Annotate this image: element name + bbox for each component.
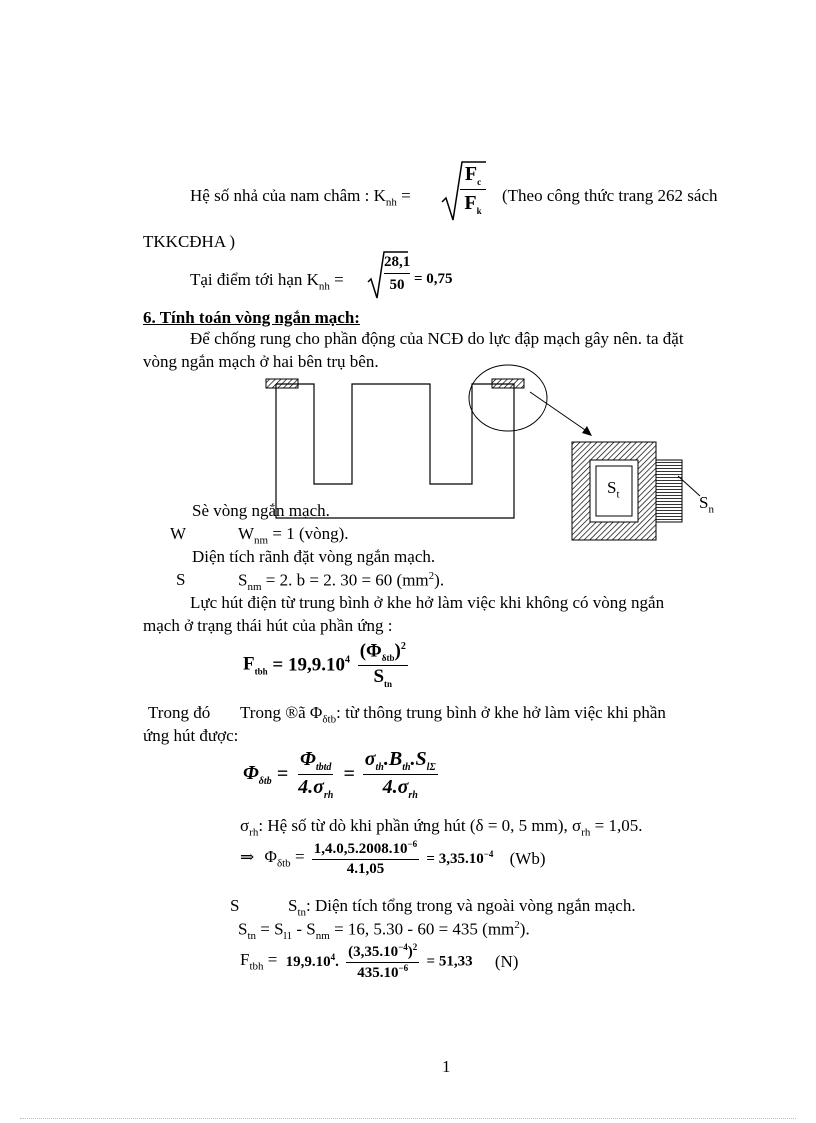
wnm-sub: nm xyxy=(254,534,269,547)
knh-fraction xyxy=(460,163,486,217)
f2-n2-sub1: th xyxy=(375,762,384,773)
critical-point-line xyxy=(190,270,344,293)
label-sn xyxy=(699,493,714,516)
f2-n2-mid2: .S xyxy=(410,748,427,770)
f3-lhs-sub: tbh xyxy=(249,960,264,973)
snm-sup: 2 xyxy=(428,570,435,582)
wnm-lead: W xyxy=(238,524,255,543)
f1-lhs-sub: tbh xyxy=(254,666,268,677)
formula-phi xyxy=(243,748,441,801)
f3-lhs: F xyxy=(240,950,250,970)
wnm-line xyxy=(238,524,349,547)
f2-n2-sub3: lΣ xyxy=(426,762,436,773)
critical-sub: nh xyxy=(318,280,330,293)
trong-do-c: : từ thông trung bình ở khe hở làm việc khi phần xyxy=(336,703,666,722)
stn-sub: tn xyxy=(297,906,307,919)
f1-num-sub: δtb xyxy=(381,653,395,664)
f3-num: (3,35.10 xyxy=(348,944,399,960)
snm-lead: S xyxy=(238,570,248,590)
f3-num-sup2: 2 xyxy=(412,942,418,952)
stn-marker: S xyxy=(230,896,240,915)
stn-calc-a-sub: tn xyxy=(247,930,257,943)
formula-ftbh xyxy=(243,641,411,690)
f3-frac xyxy=(346,943,419,981)
s-marker: S xyxy=(176,570,186,589)
critical-lead: Tại điểm tới hạn K xyxy=(190,270,319,289)
f2-eq2: = xyxy=(343,763,355,785)
f3-den-sup: −6 xyxy=(398,962,409,973)
phi-numeric-line xyxy=(240,840,546,877)
f3-eq: = xyxy=(263,950,278,970)
f1-coef: = 19,9.10 xyxy=(272,654,345,676)
reference-text: (Theo công thức trang 262 sách xyxy=(502,186,718,205)
label-st xyxy=(607,478,620,501)
f3-unit: (N) xyxy=(494,952,519,972)
trong-do-b: Trong ®ã Φ xyxy=(240,703,323,722)
f3-coef: 19,9.10 xyxy=(285,954,331,971)
f1-lhs: F xyxy=(243,653,255,675)
f2-d1-sub: rh xyxy=(323,790,334,801)
f1-num-end: ) xyxy=(394,640,401,662)
f3-num-end: ) xyxy=(407,944,413,960)
knh-sub: nh xyxy=(385,196,397,209)
f1-frac xyxy=(358,641,408,690)
stn-calc-a: S xyxy=(238,919,248,939)
force-para-2: mạch ở trạng thái hút của phần ứng : xyxy=(143,616,393,635)
fc-text: F xyxy=(464,163,478,185)
wnm-rest: = 1 (vòng). xyxy=(268,524,349,543)
w-marker: W xyxy=(170,524,187,543)
f1-exp: 4 xyxy=(344,654,350,666)
stn-calc-b: = S xyxy=(256,919,284,939)
knh-text: Hệ số nhả của nam châm : K xyxy=(190,186,386,205)
f2-n1: Φ xyxy=(300,748,316,770)
critical-eq: = xyxy=(329,270,344,289)
section-para-1: Để chống rung cho phần động của NCĐ do lực đập mạch gây nên. ta đặt xyxy=(190,329,684,348)
snm-rest: = 2. b = 2. 30 = 60 (mm xyxy=(261,570,429,590)
trong-do-line xyxy=(240,703,666,726)
eq-sign: = xyxy=(396,186,411,205)
f2-lhs: Φ xyxy=(243,761,259,784)
phi-lhs: Φ xyxy=(264,846,277,866)
f2-d1: 4.σ xyxy=(298,776,324,798)
trong-do-b-sub: δtb xyxy=(322,713,337,726)
snm-sub: nm xyxy=(247,581,262,594)
stn-calc-b-sub: l1 xyxy=(283,930,293,943)
stn-calc xyxy=(238,919,530,943)
sn-sub: n xyxy=(708,503,714,516)
sketch-label: Sè vòng ngắn mạch. xyxy=(192,501,330,520)
page-number: 1 xyxy=(442,1057,451,1076)
critical-den: 50 xyxy=(389,277,405,294)
section-heading: 6. Tính toán vòng ngắn mạch: xyxy=(143,308,360,327)
force-para-1: Lực hút điện từ trung bình ở khe hở làm việc khi không có vòng ngắn xyxy=(190,593,665,612)
area-heading: Diện tích rãnh đặt vòng ngắn mạch. xyxy=(192,547,436,566)
phi-unit: (Wb) xyxy=(509,848,546,868)
critical-num: 28,1 xyxy=(384,254,410,274)
f1-den-sub: tn xyxy=(384,678,393,689)
phi-frac xyxy=(312,840,419,877)
stn-rest: : Diện tích tổng trong và ngoài vòng ngắn mạch. xyxy=(306,896,636,915)
fk-sub: k xyxy=(476,206,482,217)
st-text: S xyxy=(607,478,617,497)
section-para-2: vòng ngắn mạch ở hai bên trụ bên. xyxy=(143,352,379,371)
f2-n1-sub: tbtd xyxy=(315,762,332,773)
f2-frac2 xyxy=(363,748,438,801)
f2-frac1 xyxy=(296,748,335,801)
stn-calc-sup: 2 xyxy=(514,919,520,931)
f2-n2-sub2: th xyxy=(402,762,411,773)
f2-d2-sub: rh xyxy=(408,790,418,801)
f3-den: 435.10 xyxy=(357,964,399,981)
sigma-a-sub: rh xyxy=(249,826,259,839)
fc-sub: c xyxy=(477,177,482,187)
sn-text: S xyxy=(699,493,709,512)
stn-calc-c: - S xyxy=(292,919,316,939)
stn-calc-d: = 16, 5.30 - 60 = 435 (mm xyxy=(329,919,515,939)
f1-den: S xyxy=(373,666,385,688)
phi-num-sup: −6 xyxy=(407,839,418,849)
page-bottom-dotted-rule xyxy=(20,1118,796,1119)
phi-den: 4.1,05 xyxy=(346,860,385,877)
f2-d2: 4.σ xyxy=(382,776,409,798)
sigma-c: = 1,05. xyxy=(590,816,643,835)
snm-line xyxy=(238,570,444,594)
critical-fraction xyxy=(384,254,410,295)
phi-lhs-sub: δtb xyxy=(276,857,291,870)
f2-lhs-sub: δtb xyxy=(258,775,272,787)
f2-eq1: = xyxy=(276,763,289,785)
f3-exp: 4 xyxy=(330,952,336,963)
knh-formula-line xyxy=(190,186,411,209)
f2-n2-mid: .B xyxy=(383,748,403,770)
implies-arrow: ⇒ xyxy=(240,847,255,868)
stn-line xyxy=(288,896,636,919)
phi-result-sup: −4 xyxy=(483,848,494,859)
trong-do-d: ứng hút được: xyxy=(143,726,239,745)
phi-result: = 3,35.10 xyxy=(426,850,484,867)
f2-n2: σ xyxy=(364,748,376,770)
f1-num-sup: 2 xyxy=(400,641,406,652)
critical-result: = 0,75 xyxy=(414,271,453,287)
sigma-b-sub: rh xyxy=(581,826,591,839)
f1-num: (Φ xyxy=(359,640,382,662)
st-sub: t xyxy=(616,488,620,501)
sigma-line xyxy=(240,816,642,839)
ftbh-numeric-line: $F_{tbh} = 19,9.10^4$. $\frac{(3,35.10^{-4})^2}{435.10^{-6}}$ = 51,33 (N) xyxy=(240,942,519,981)
f3-num-sup: −4 xyxy=(398,942,408,952)
stn-calc-c-sub: nm xyxy=(315,930,330,943)
stn-calc-e: ). xyxy=(519,919,530,939)
f3-result: = 51,33 xyxy=(426,953,473,970)
fk-text: F xyxy=(464,192,477,215)
tkkcdha-text: TKKCĐHA ) xyxy=(143,232,236,251)
snm-end: ). xyxy=(434,570,445,590)
phi-num: 1,4.0,5.2008.10 xyxy=(313,841,408,857)
trong-do-a: Trong đó xyxy=(148,703,211,722)
sigma-b: : Hệ số từ dò khi phần ứng hút (δ = 0, 5 mm), σ xyxy=(258,816,582,835)
stn-lead: S xyxy=(288,896,298,915)
phi-eq: = xyxy=(290,846,305,866)
sigma-a: σ xyxy=(240,816,250,835)
